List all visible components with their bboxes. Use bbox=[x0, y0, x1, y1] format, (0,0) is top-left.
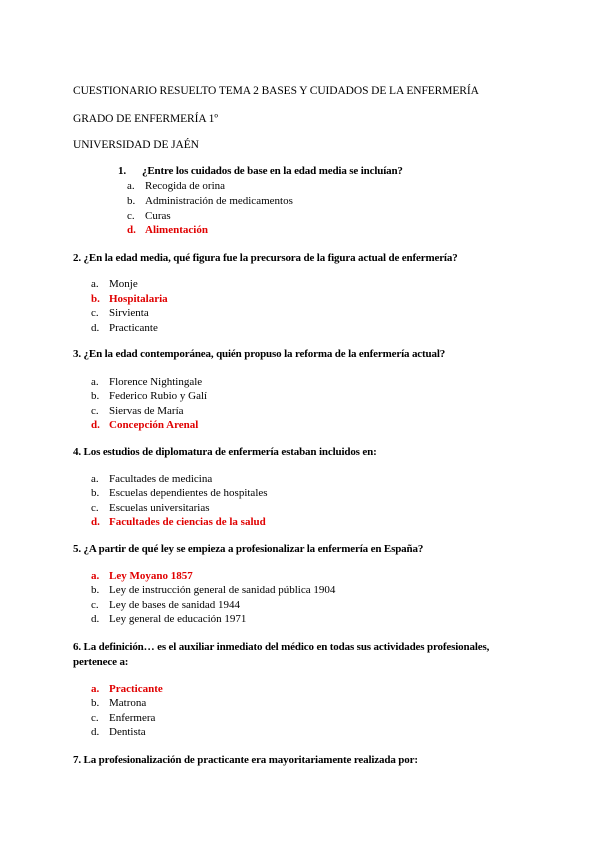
option-text: Practicante bbox=[109, 683, 163, 695]
option-text: Dentista bbox=[109, 726, 146, 738]
q5-option-d bbox=[91, 612, 246, 626]
q4-option-d-correct bbox=[91, 515, 266, 529]
question-5: 5. ¿A partir de qué ley se empieza a profesionalizar la enfermería en España? bbox=[73, 543, 424, 555]
q3-option-a bbox=[91, 375, 202, 389]
option-letter: d. bbox=[91, 322, 100, 334]
option-text: Facultades de medicina bbox=[109, 473, 213, 485]
option-text: Escuelas universitarias bbox=[109, 502, 210, 514]
option-letter: b. bbox=[91, 293, 100, 305]
question-3: 3. ¿En la edad contemporánea, quién propuso la reforma de la enfermería actual? bbox=[73, 348, 446, 360]
option-letter: c. bbox=[91, 502, 99, 514]
option-text: Matrona bbox=[109, 697, 147, 709]
option-letter: b. bbox=[91, 697, 100, 709]
option-letter: d. bbox=[91, 726, 100, 738]
option-letter: b. bbox=[91, 390, 100, 402]
question-7: 7. La profesionalización de practicante era mayoritariamente realizada por: bbox=[73, 754, 418, 766]
q5-option-a-correct bbox=[91, 569, 193, 583]
q6-option-d bbox=[91, 725, 146, 739]
q1-option-b bbox=[127, 194, 293, 208]
option-letter: c. bbox=[91, 599, 99, 611]
option-text: Ley general de educación 1971 bbox=[109, 613, 247, 625]
option-text: Concepción Arenal bbox=[109, 419, 199, 431]
option-text: Enfermera bbox=[109, 712, 156, 724]
q2-option-b-correct bbox=[91, 292, 168, 306]
question-text: ¿Entre los cuidados de base en la edad media se incluían? bbox=[142, 165, 403, 177]
option-letter: c. bbox=[91, 307, 99, 319]
option-letter: a. bbox=[91, 570, 100, 582]
q3-option-b bbox=[91, 389, 207, 403]
q6-option-c bbox=[91, 711, 155, 725]
q4-option-a bbox=[91, 472, 212, 486]
option-letter: b. bbox=[127, 195, 136, 207]
option-letter: b. bbox=[91, 584, 100, 596]
option-text: Ley de bases de sanidad 1944 bbox=[109, 599, 241, 611]
option-text: Monje bbox=[109, 278, 138, 290]
question-2: 2. ¿En la edad media, qué figura fue la precursora de la figura actual de enfermería? bbox=[73, 252, 458, 264]
q3-option-d-correct bbox=[91, 418, 198, 432]
option-text: Curas bbox=[145, 210, 171, 222]
option-letter: b. bbox=[91, 487, 100, 499]
q1-option-a bbox=[127, 179, 225, 193]
option-text: Alimentación bbox=[145, 224, 208, 236]
option-text: Facultades de ciencias de la salud bbox=[109, 516, 266, 528]
q6-option-b bbox=[91, 696, 146, 710]
question-4: 4. Los estudios de diplomatura de enfermería estaban incluidos en: bbox=[73, 446, 377, 458]
option-text: Hospitalaria bbox=[109, 293, 168, 305]
q6-option-a-correct bbox=[91, 682, 163, 696]
option-letter: a. bbox=[91, 473, 99, 485]
q2-option-a bbox=[91, 277, 138, 291]
option-letter: d. bbox=[91, 613, 100, 625]
option-letter: c. bbox=[127, 210, 135, 222]
option-letter: d. bbox=[91, 516, 100, 528]
university-line: UNIVERSIDAD DE JAÉN bbox=[73, 139, 199, 151]
option-letter: d. bbox=[127, 224, 136, 236]
option-letter: a. bbox=[91, 683, 100, 695]
q4-option-c bbox=[91, 501, 210, 515]
option-text: Ley Moyano 1857 bbox=[109, 570, 193, 582]
option-text: Florence Nightingale bbox=[109, 376, 203, 388]
option-letter: a. bbox=[91, 376, 99, 388]
option-text: Ley de instrucción general de sanidad pública 1904 bbox=[109, 584, 336, 596]
q1-option-c bbox=[127, 209, 171, 223]
option-text: Recogida de orina bbox=[145, 180, 226, 192]
q2-option-d bbox=[91, 321, 158, 335]
option-text: Escuelas dependientes de hospitales bbox=[109, 487, 268, 499]
q4-option-b bbox=[91, 486, 268, 500]
option-text: Administración de medicamentos bbox=[145, 195, 293, 207]
option-text: Sirvienta bbox=[109, 307, 149, 319]
document-title: CUESTIONARIO RESUELTO TEMA 2 BASES Y CUIDADOS DE LA ENFERMERÍA bbox=[73, 85, 479, 97]
option-letter: a. bbox=[127, 180, 135, 192]
grade-line: GRADO DE ENFERMERÍA 1º bbox=[73, 113, 218, 125]
option-letter: d. bbox=[91, 419, 100, 431]
q3-option-c bbox=[91, 404, 184, 418]
question-6: 6. La definición… es el auxiliar inmediato del médico en todas sus actividades profesionales, bbox=[73, 641, 490, 653]
question-6-continuation: pertenece a: bbox=[73, 656, 129, 668]
option-letter: c. bbox=[91, 712, 99, 724]
q5-option-b bbox=[91, 583, 335, 597]
option-text: Federico Rubio y Galí bbox=[109, 390, 208, 402]
option-letter: c. bbox=[91, 405, 99, 417]
q1-option-d-correct bbox=[127, 223, 208, 237]
q2-option-c bbox=[91, 306, 149, 320]
option-text: Practicante bbox=[109, 322, 158, 334]
q5-option-c bbox=[91, 598, 240, 612]
question-1 bbox=[118, 164, 403, 178]
option-letter: a. bbox=[91, 278, 99, 290]
question-number: 1. bbox=[118, 165, 126, 177]
option-text: Siervas de María bbox=[109, 405, 184, 417]
